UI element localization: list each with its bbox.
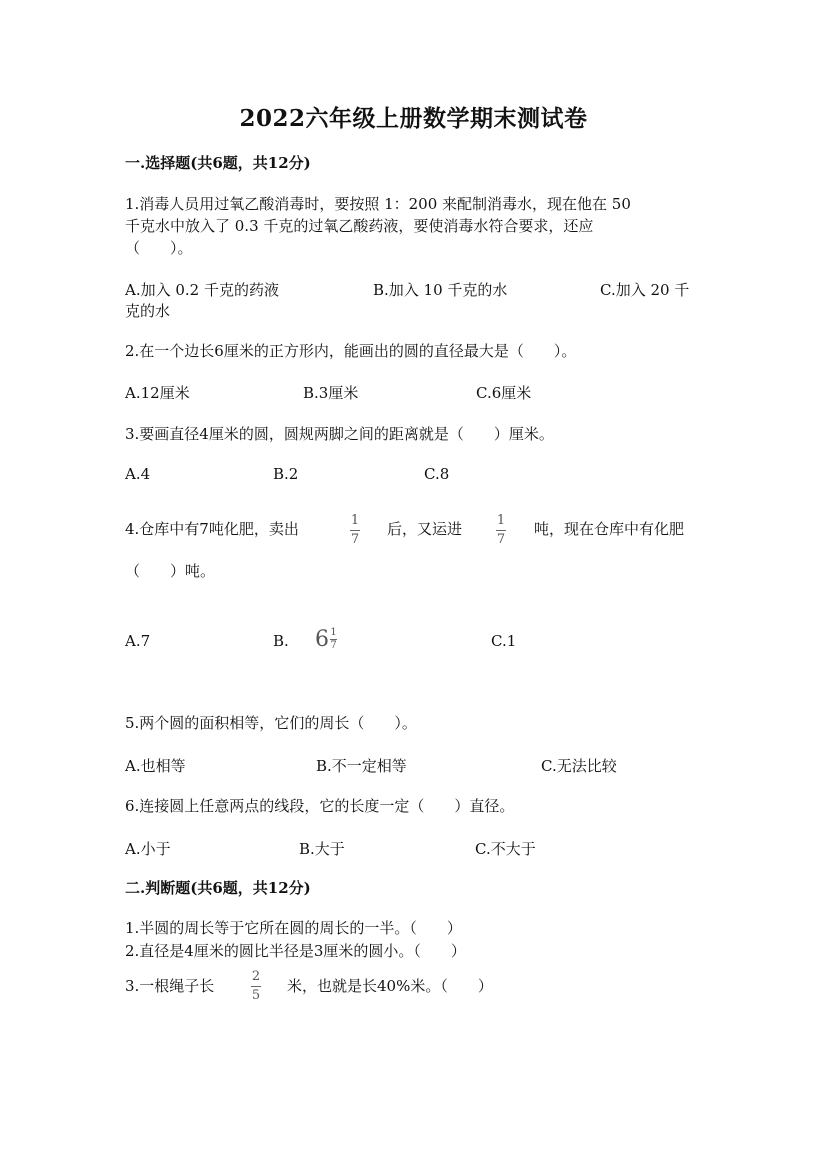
question-1-line1: 1.消毒人员用过氧乙酸消毒时，要按照 1：200 来配制消毒水，现在他在 50: [125, 195, 631, 213]
question-6: 6.连接圆上任意两点的线段，它的长度一定（ ）直径。: [125, 797, 515, 815]
question-3: 3.要画直径4厘米的圆，圆规两脚之间的距离就是（ ）厘米。: [125, 425, 554, 443]
question-6-option-b: B.大于: [299, 840, 345, 858]
question-4-option-b: B.: [273, 632, 289, 650]
fraction-numerator: 1: [496, 513, 506, 528]
question-5-option-c: C.无法比较: [541, 757, 617, 775]
question-4-fraction-1: [350, 514, 360, 547]
question-5: 5.两个圆的面积相等，它们的周长（ ）。: [125, 714, 417, 732]
fraction-denominator: 5: [251, 988, 261, 1003]
question-4-part3: 吨，现在仓库中有化肥: [534, 520, 685, 538]
fraction-bar: [496, 530, 506, 531]
question-1-option-a: A.加入 0.2 千克的药液: [125, 281, 279, 299]
question-1-line3: （ ）。: [125, 239, 193, 257]
question-4-option-a: A.7: [125, 632, 151, 650]
judgement-3-part2: 米，也就是长40%米。（ ）: [287, 977, 493, 995]
fraction-numerator: 1: [330, 627, 337, 638]
question-6-option-c: C.不大于: [475, 840, 536, 858]
judgement-2: 2.直径是4厘米的圆比半径是3厘米的圆小。（ ）: [125, 942, 466, 960]
question-1-line2: 千克水中放入了 0.3 千克的过氧乙酸药液，要使消毒水符合要求，还应: [125, 217, 594, 235]
question-1-option-c-cont: 克的水: [125, 302, 171, 320]
mixed-whole: 6: [315, 627, 329, 652]
judgement-3-fraction: [251, 970, 261, 1003]
question-2: 2.在一个边长6厘米的正方形内，能画出的圆的直径最大是（ ）。: [125, 342, 577, 360]
fraction-numerator: 1: [350, 513, 360, 528]
fraction-bar: [350, 530, 360, 531]
question-6-option-a: A.小于: [125, 840, 171, 858]
question-4-fraction-2: [496, 514, 506, 547]
question-5-option-b: B.不一定相等: [316, 757, 407, 775]
section-heading-judgement: 二.判断题(共6题，共12分): [125, 879, 311, 897]
question-4-part2: 后，又运进: [387, 520, 463, 538]
question-4-part1: 4.仓库中有7吨化肥，卖出: [125, 520, 299, 538]
judgement-3-part1: 3.一根绳子长: [125, 977, 215, 995]
question-3-option-b: B.2: [273, 465, 299, 483]
judgement-1: 1.半圆的周长等于它所在圆的周长的一半。（ ）: [125, 919, 462, 937]
fraction-denominator: 7: [350, 532, 360, 547]
page-title: 2022六年级上册数学期末测试卷: [239, 105, 588, 132]
section-heading-choice: 一.选择题(共6题，共12分): [125, 154, 311, 172]
mixed-fraction: [330, 628, 337, 651]
question-2-option-c: C.6厘米: [476, 384, 532, 402]
fraction-denominator: 7: [330, 640, 337, 651]
fraction-numerator: 2: [251, 969, 261, 984]
question-4-option-c: C.1: [491, 632, 517, 650]
question-1-option-b: B.加入 10 千克的水: [373, 281, 508, 299]
fraction-bar: [251, 986, 261, 987]
question-3-option-a: A.4: [125, 465, 151, 483]
question-1-option-c: C.加入 20 千: [600, 281, 690, 299]
question-5-option-a: A.也相等: [125, 757, 186, 775]
question-3-option-c: C.8: [424, 465, 450, 483]
question-2-option-b: B.3厘米: [303, 384, 359, 402]
question-2-option-a: A.12厘米: [125, 384, 190, 402]
question-4-option-b-mixed-number: [315, 627, 337, 652]
fraction-denominator: 7: [496, 532, 506, 547]
question-4-line2: （ ）吨。: [125, 562, 216, 580]
